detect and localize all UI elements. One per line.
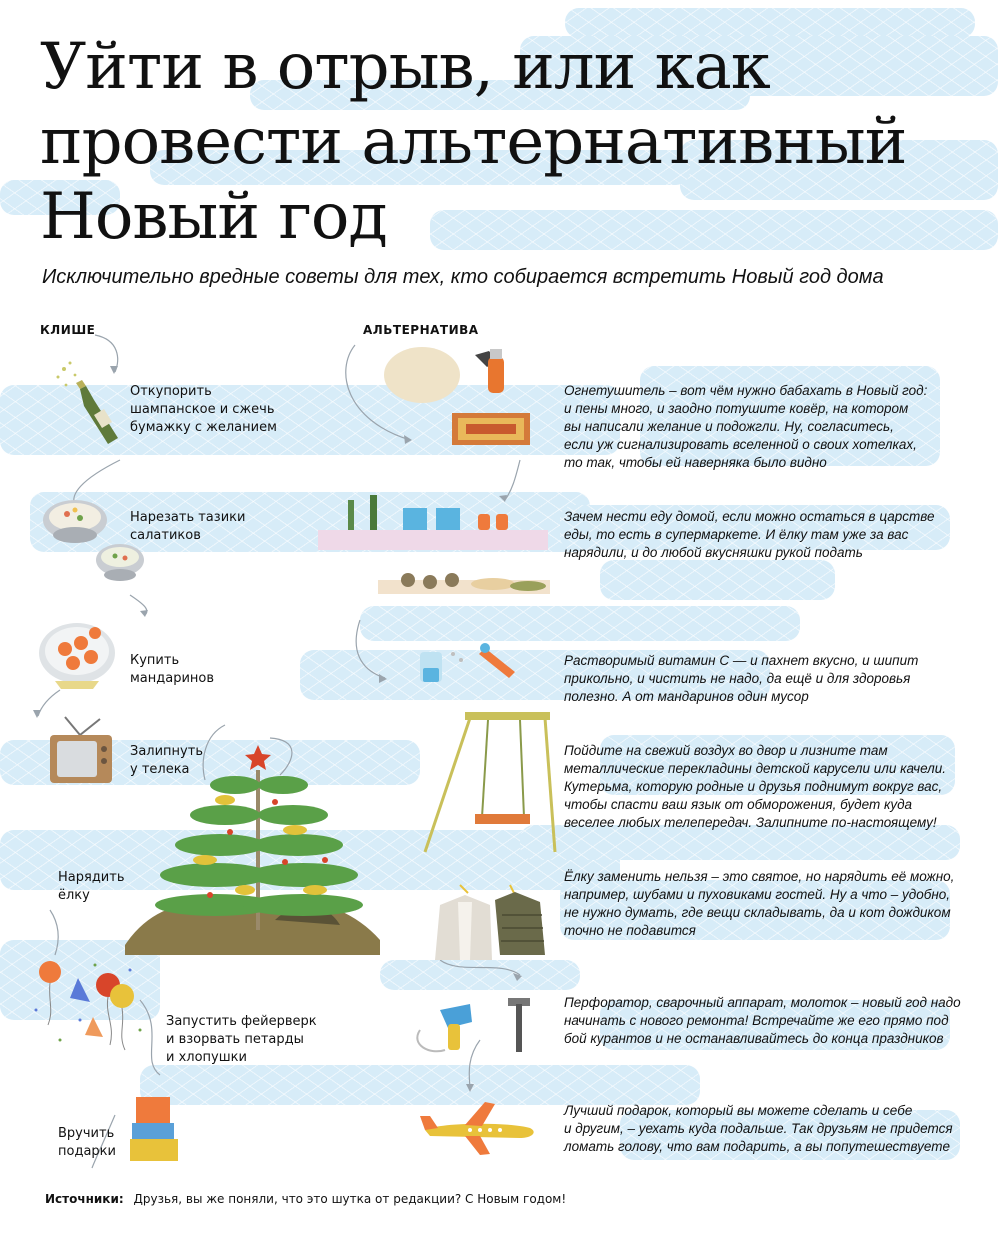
- alternative-text-line: металлические перекладины детской карусели или качели.: [564, 761, 947, 776]
- cliche-text-line: Нарядить: [58, 870, 125, 885]
- gift-boxes-icon: [128, 1095, 183, 1165]
- alternative-text-line: то так, чтобы ей наверняка было видно: [564, 455, 827, 470]
- alternative-text-line: вы написали желание и подожгли. Ну, согласитесь,: [564, 419, 894, 434]
- alternative-item-repair: [564, 994, 964, 1048]
- alternative-text-line: Зачем нести еду домой, если можно остаться в царстве: [564, 509, 935, 524]
- alternative-item-coats: [564, 868, 964, 940]
- alternative-text-line: нарядили, и до любой вкусняшки рукой подать: [564, 545, 863, 560]
- alternative-text-line: Растворимый витамин С — и пахнет вкусно, и шипит: [564, 653, 919, 668]
- alternative-item-vitamin: [564, 652, 964, 706]
- alternative-text-line: точно не подавится: [564, 923, 696, 938]
- alternative-text-line: полезно. А от мандаринов один мусор: [564, 689, 809, 704]
- title-line-3: Новый год: [40, 180, 387, 254]
- alternative-item-supermarket: [564, 508, 964, 562]
- alternative-item-swing: [564, 742, 964, 832]
- cliche-text-line: шампанское и сжечь: [130, 402, 275, 417]
- alternative-text-line: и другим, – уехать куда подальше. Так друзьям не придется: [564, 1121, 953, 1136]
- cliche-text-line: и хлопушки: [166, 1050, 247, 1065]
- cliche-text-line: Вручить: [58, 1126, 115, 1141]
- cliche-text-line: Запустить фейерверк: [166, 1014, 317, 1029]
- cliche-item-champagne: [130, 383, 277, 437]
- footer-label: Источники:: [45, 1192, 124, 1206]
- alternative-text-line: Ёлку заменить нельзя – это святое, но нарядить её можно,: [564, 869, 955, 884]
- alternative-text-line: чтобы спасти ваш язык от обморожения, будет куда: [564, 797, 913, 812]
- title-line-1: Уйти в отрыв, или как: [40, 30, 770, 104]
- tv-icon: [45, 715, 120, 790]
- alternative-text-line: еды, то есть в супермаркете. И ёлку там уже за вас: [564, 527, 909, 542]
- alternative-text-line: Кутерьма, которую родные и друзья поднимут вокруг вас,: [564, 779, 943, 794]
- footer-sources: [45, 1192, 566, 1206]
- cliche-item-tree: [58, 869, 125, 905]
- title-line-2: провести альтернативный: [40, 105, 907, 179]
- cliche-item-mandarins: [130, 652, 214, 688]
- cliche-text-line: Залипнуть: [130, 744, 203, 759]
- column-header-cliche: КЛИШЕ: [40, 323, 96, 337]
- alternative-text-line: ломать голову, что вам подарить, а вы попутешествуете: [564, 1139, 951, 1154]
- alternative-text-line: например, шубами и пуховиками гостей. Ну а что – удобно,: [564, 887, 951, 902]
- column-header-alternative: АЛЬТЕРНАТИВА: [363, 323, 479, 337]
- cliche-text-line: подарки: [58, 1144, 116, 1159]
- fire-extinguisher-icon: [380, 345, 550, 455]
- alternative-text-line: если уж сигнализировать вселенной о своих хотелках,: [564, 437, 917, 452]
- alternative-text-line: бой курантов и не останавливайтесь до конца праздников: [564, 1031, 944, 1046]
- cliche-text-line: Откупорить: [130, 384, 212, 399]
- swing-icon: [410, 712, 560, 857]
- alternative-text-line: Перфоратор, сварочный аппарат, молоток – новый год надо: [564, 995, 961, 1010]
- alternative-item-extinguisher: [564, 382, 964, 472]
- alternative-text-line: не нужно думать, где вещи складывать, да и кот дождиком: [564, 905, 951, 920]
- alternative-item-travel: [564, 1102, 964, 1156]
- subtitle: Исключительно вредные советы для тех, кто собирается встретить Новый год дома: [42, 266, 884, 288]
- cliche-text-line: и взорвать петарды: [166, 1032, 304, 1047]
- supermarket-shelf-icon: [318, 490, 550, 605]
- cliche-text-line: у телека: [130, 762, 190, 777]
- cliche-item-tv: [130, 743, 203, 779]
- balloons-firecrackers-icon: [30, 950, 150, 1065]
- cliche-item-gifts: [58, 1125, 116, 1161]
- coats-icon: [420, 880, 555, 965]
- salad-bowls-icon: [35, 490, 155, 600]
- alternative-text-line: Лучший подарок, который вы можете сделать и себе: [564, 1103, 913, 1118]
- footer-text: Друзья, вы же поняли, что это шутка от редакции? С Новым годом!: [133, 1192, 567, 1206]
- cliche-item-fireworks: [166, 1013, 317, 1067]
- cliche-text-line: ёлку: [58, 888, 90, 903]
- alternative-text-line: Огнетушитель – вот чём нужно бабахать в Новый год:: [564, 383, 928, 398]
- cliche-item-salads: [130, 509, 245, 545]
- cliche-text-line: салатиков: [130, 528, 201, 543]
- cliche-text-line: бумажку с желанием: [130, 420, 277, 435]
- vitamin-c-icon: [415, 640, 525, 695]
- alternative-text-line: и пены много, и заодно потушите ковёр, на котором: [564, 401, 909, 416]
- champagne-bottle-icon: [50, 355, 130, 465]
- drill-hammer-icon: [410, 990, 535, 1060]
- cliche-text-line: мандаринов: [130, 671, 215, 686]
- airplane-icon: [420, 1100, 540, 1160]
- cliche-text-line: Купить: [130, 653, 180, 668]
- alternative-text-line: веселее любых телепередач. Залипните по-настоящему!: [564, 815, 937, 830]
- mandarins-plate-icon: [35, 615, 120, 695]
- alternative-text-line: начинать с нового ремонта! Встречайте же его прямо под: [564, 1013, 949, 1028]
- alternative-text-line: прикольно, и чистить не надо, да ещё и для здоровья: [564, 671, 911, 686]
- alternative-text-line: Пойдите на свежий воздух во двор и лизните там: [564, 743, 888, 758]
- cliche-text-line: Нарезать тазики: [130, 510, 246, 525]
